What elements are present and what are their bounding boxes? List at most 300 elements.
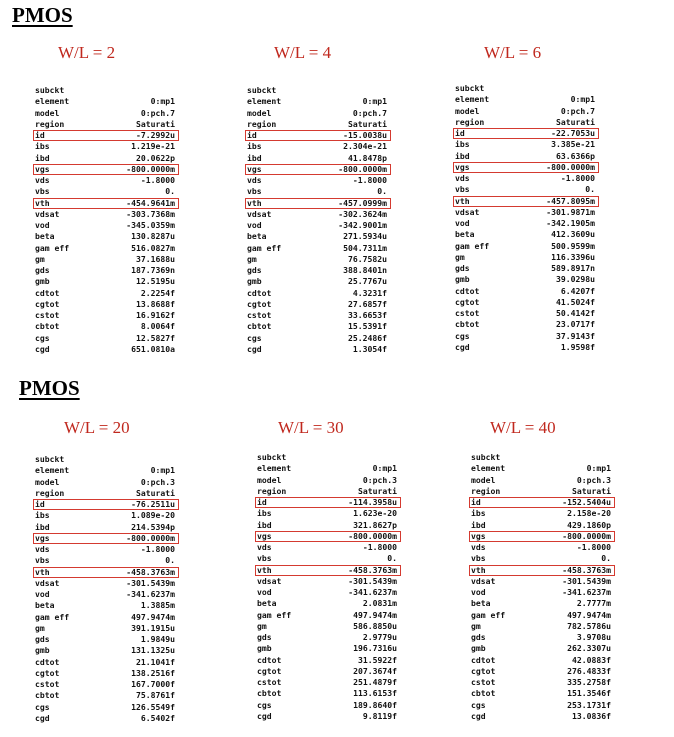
- param-row-region: [245, 119, 391, 130]
- param-value: 0:pch.3: [140, 476, 175, 487]
- wl-label-2: W/L = 2: [58, 43, 116, 62]
- param-name: model: [35, 107, 60, 118]
- param-row-cgs: [453, 331, 599, 342]
- param-name: vth: [455, 195, 470, 206]
- param-value: -458.3763m: [126, 566, 175, 577]
- param-row-beta: [33, 600, 179, 611]
- param-value: -22.7053u: [551, 128, 595, 138]
- param-value: Saturati: [556, 116, 595, 127]
- param-row-cgd: [245, 344, 391, 355]
- param-value: 63.6366p: [556, 150, 595, 161]
- param-value: -342.9001m: [338, 220, 387, 230]
- param-row-element: [33, 96, 179, 107]
- param-row-model: [453, 106, 599, 117]
- param-value: -1.8000: [140, 175, 175, 185]
- param-value: -800.0000m: [348, 530, 397, 541]
- param-value: 151.3546f: [567, 688, 611, 699]
- param-name: vdsat: [247, 208, 272, 219]
- param-name: ibs: [35, 141, 50, 152]
- param-name: element: [471, 463, 506, 474]
- param-name: vbs: [35, 186, 50, 197]
- param-row-gm: [469, 621, 615, 632]
- param-name: element: [35, 96, 70, 107]
- param-row-vdsat: [33, 209, 179, 220]
- param-name: ibs: [471, 508, 486, 519]
- param-row-region: [453, 117, 599, 128]
- param-row-model: [245, 108, 391, 119]
- param-row-model: [33, 108, 179, 119]
- param-row-cstot: [255, 677, 401, 688]
- param-name: cdtot: [247, 287, 272, 298]
- param-row-vod: [469, 587, 615, 598]
- param-name: vdsat: [257, 575, 282, 586]
- param-name: id: [257, 497, 267, 507]
- param-name: region: [455, 116, 485, 127]
- param-value: 2.2254f: [140, 287, 175, 298]
- param-name: ibd: [257, 519, 272, 530]
- param-row-gds: [469, 632, 615, 643]
- param-row-vth: [33, 198, 179, 209]
- param-value: 586.8850u: [353, 620, 397, 631]
- param-row-cbtot: [33, 690, 179, 701]
- param-name: cstot: [35, 310, 60, 320]
- param-row-element: [33, 465, 179, 476]
- param-row-cgs: [255, 700, 401, 711]
- param-row-cgtot: [245, 299, 391, 310]
- param-name: cgd: [35, 343, 50, 354]
- param-value: 0:pch.7: [140, 107, 175, 118]
- param-row-vds: [453, 173, 599, 184]
- param-value: 321.8627p: [353, 519, 397, 530]
- param-value: -341.6237m: [562, 587, 611, 597]
- param-name: gds: [247, 265, 262, 275]
- param-value: 25.7767u: [348, 276, 387, 287]
- param-row-gm: [33, 254, 179, 265]
- param-row-cstot: [33, 679, 179, 690]
- param-row-vds: [245, 175, 391, 186]
- wl-label-40: W/L = 40: [490, 418, 556, 437]
- param-name: cdtot: [455, 285, 480, 296]
- param-value: -301.5439m: [562, 575, 611, 586]
- param-name: vgs: [35, 163, 50, 174]
- param-value: 412.3609u: [551, 229, 595, 240]
- param-row-subckt: [245, 85, 391, 96]
- param-row-cbtot: [453, 319, 599, 330]
- param-row-cgtot: [33, 299, 179, 310]
- param-row-cdtot: [245, 288, 391, 299]
- param-value: 13.8688f: [136, 298, 175, 309]
- param-row-ibs: [245, 141, 391, 152]
- param-row-cgtot: [453, 297, 599, 308]
- param-value: -457.0999m: [338, 197, 387, 208]
- param-name: gmb: [35, 276, 50, 287]
- param-name: vgs: [257, 530, 272, 541]
- param-name: vth: [257, 564, 272, 575]
- param-value: -454.9641m: [126, 197, 175, 208]
- param-name: ibd: [35, 152, 50, 163]
- param-row-vdsat: [453, 207, 599, 218]
- param-row-cstot: [245, 310, 391, 321]
- param-value: 3.9708u: [576, 632, 611, 642]
- param-name: ibs: [455, 139, 470, 150]
- param-row-cgd: [453, 342, 599, 353]
- param-row-region: [33, 488, 179, 499]
- param-name: vth: [471, 564, 486, 575]
- param-row-beta: [469, 598, 615, 609]
- param-value: 75.8761f: [136, 690, 175, 701]
- param-name: cgs: [455, 330, 470, 341]
- param-row-cstot: [33, 310, 179, 321]
- param-value: 50.4142f: [556, 308, 595, 318]
- param-value: 0:mp1: [362, 96, 387, 107]
- param-value: 0:pch.7: [560, 105, 595, 116]
- param-row-cgtot: [255, 666, 401, 677]
- param-row-ibs: [453, 139, 599, 150]
- param-name: beta: [35, 231, 55, 242]
- param-name: model: [35, 476, 60, 487]
- param-row-gm: [33, 623, 179, 634]
- param-name: region: [257, 485, 287, 496]
- param-row-vdsat: [33, 578, 179, 589]
- param-value: Saturati: [358, 485, 397, 496]
- param-name: cbtot: [471, 688, 496, 699]
- param-value: -152.5404u: [562, 497, 611, 507]
- param-value: 0.: [377, 186, 387, 197]
- param-row-vbs: [469, 553, 615, 564]
- param-value: 2.7777m: [576, 598, 611, 609]
- param-row-element: [469, 463, 615, 474]
- param-row-vdsat: [469, 576, 615, 587]
- param-value: 253.1731f: [567, 699, 611, 710]
- param-name: element: [35, 465, 70, 476]
- param-value: 335.2758f: [567, 677, 611, 687]
- param-row-vod: [255, 587, 401, 598]
- param-value: 130.8287u: [131, 231, 175, 242]
- param-name: vgs: [247, 163, 262, 174]
- param-name: id: [455, 128, 465, 138]
- param-row-cgtot: [33, 668, 179, 679]
- param-row-gm: [245, 254, 391, 265]
- param-row-vbs: [453, 184, 599, 195]
- param-value: -114.3958u: [348, 497, 397, 507]
- param-row-gds: [245, 265, 391, 276]
- param-name: ibs: [247, 141, 262, 152]
- param-name: vbs: [471, 553, 486, 564]
- param-value: 497.9474m: [131, 611, 175, 622]
- param-value: 3.385e-21: [551, 139, 595, 150]
- param-value: 6.4207f: [560, 285, 595, 296]
- param-row-gds: [33, 634, 179, 645]
- param-row-gam-eff: [33, 612, 179, 623]
- param-name: vdsat: [35, 208, 60, 219]
- param-row-vgs: [453, 162, 599, 173]
- param-value: 15.5391f: [348, 321, 387, 332]
- param-name: vds: [35, 544, 50, 554]
- param-name: ibd: [471, 519, 486, 530]
- param-name: vdsat: [35, 577, 60, 588]
- param-value: 12.5827f: [136, 332, 175, 343]
- param-row-vbs: [245, 186, 391, 197]
- param-name: gds: [35, 634, 50, 644]
- param-name: ibs: [257, 508, 272, 519]
- param-name: gm: [247, 253, 257, 264]
- param-row-subckt: [469, 452, 615, 463]
- param-row-vds: [469, 542, 615, 553]
- param-row-vgs: [33, 533, 179, 544]
- param-value: 37.9143f: [556, 330, 595, 341]
- param-name: id: [247, 130, 257, 140]
- param-name: id: [471, 497, 481, 507]
- param-value: 9.8119f: [362, 710, 397, 721]
- param-value: 42.0883f: [572, 654, 611, 665]
- param-value: 1.3054f: [352, 343, 387, 354]
- param-value: -301.5439m: [348, 575, 397, 586]
- param-value: 497.9474m: [567, 609, 611, 620]
- param-name: beta: [247, 231, 267, 242]
- param-row-cbtot: [33, 321, 179, 332]
- param-row-cstot: [453, 308, 599, 319]
- param-value: 651.0810a: [131, 343, 175, 354]
- param-value: 41.8478p: [348, 152, 387, 163]
- param-row-element: [245, 96, 391, 107]
- param-name: vds: [471, 542, 486, 552]
- param-value: 516.0827m: [131, 242, 175, 253]
- param-value: 189.8640f: [353, 699, 397, 710]
- param-value: 6.5402f: [140, 712, 175, 723]
- param-row-vgs: [469, 531, 615, 542]
- param-value: 31.5922f: [358, 654, 397, 665]
- param-value: -342.1905m: [546, 218, 595, 228]
- param-row-id: [33, 499, 179, 510]
- param-value: 500.9599m: [551, 240, 595, 251]
- param-value: -800.0000m: [126, 532, 175, 543]
- param-row-ibs: [469, 508, 615, 519]
- param-name: gmb: [471, 643, 486, 654]
- param-value: 187.7369n: [131, 265, 175, 275]
- param-name: ibd: [455, 150, 470, 161]
- param-value: 251.4879f: [353, 677, 397, 687]
- param-value: 391.1915u: [131, 622, 175, 633]
- wl-label-30: W/L = 30: [278, 418, 344, 437]
- param-value: 8.0064f: [140, 321, 175, 332]
- param-row-beta: [33, 231, 179, 242]
- param-row-region: [469, 486, 615, 497]
- param-row-cgd: [469, 711, 615, 722]
- param-name: vod: [471, 587, 486, 597]
- param-row-gmb: [255, 643, 401, 654]
- param-row-ibs: [255, 508, 401, 519]
- param-name: cdtot: [35, 656, 60, 667]
- param-row-vth: [245, 198, 391, 209]
- param-name: cgtot: [455, 296, 480, 307]
- param-name: cgtot: [35, 667, 60, 678]
- param-row-gmb: [453, 274, 599, 285]
- param-name: cgs: [257, 699, 272, 710]
- param-value: Saturati: [136, 118, 175, 129]
- param-name: vdsat: [471, 575, 496, 586]
- param-name: model: [471, 474, 496, 485]
- param-name: cgd: [247, 343, 262, 354]
- param-value: -7.2992u: [136, 130, 175, 140]
- param-name: vod: [455, 218, 470, 228]
- param-row-vds: [33, 175, 179, 186]
- param-row-vod: [33, 220, 179, 231]
- param-value: 429.1860p: [567, 519, 611, 530]
- param-value: 23.0717f: [556, 319, 595, 330]
- param-row-cgd: [255, 711, 401, 722]
- param-value: 1.3885m: [140, 600, 175, 611]
- param-value: 782.5786u: [567, 620, 611, 631]
- param-name: beta: [471, 598, 491, 609]
- param-name: gmb: [257, 643, 272, 654]
- param-value: 131.1325u: [131, 645, 175, 656]
- param-row-gam-eff: [453, 241, 599, 252]
- param-name: region: [35, 487, 65, 498]
- param-row-ibd: [453, 151, 599, 162]
- param-name: element: [247, 96, 282, 107]
- param-value: 0:mp1: [150, 96, 175, 107]
- param-name: vbs: [455, 184, 470, 195]
- param-row-cdtot: [469, 655, 615, 666]
- param-name: ibd: [247, 152, 262, 163]
- param-name: cgtot: [247, 298, 272, 309]
- param-row-cgtot: [469, 666, 615, 677]
- param-name: gm: [257, 620, 267, 631]
- param-value: 0.: [585, 184, 595, 195]
- param-row-ibd: [469, 520, 615, 531]
- param-value: 21.1041f: [136, 656, 175, 667]
- param-value: 1.219e-21: [131, 141, 175, 152]
- param-value: 388.8401n: [343, 265, 387, 275]
- param-name: vds: [247, 175, 262, 185]
- param-row-cgs: [469, 700, 615, 711]
- param-row-cbtot: [255, 688, 401, 699]
- param-name: cdtot: [35, 287, 60, 298]
- param-name: beta: [455, 229, 475, 240]
- param-name: gm: [35, 622, 45, 633]
- param-row-gam-eff: [469, 610, 615, 621]
- param-panel-wl-40: [469, 452, 615, 722]
- param-row-vth: [469, 565, 615, 576]
- param-value: 0:mp1: [586, 463, 611, 474]
- param-name: cbtot: [35, 690, 60, 701]
- param-row-gam-eff: [255, 610, 401, 621]
- wl-label-20: W/L = 20: [64, 418, 130, 437]
- param-row-beta: [255, 598, 401, 609]
- param-value: 113.6153f: [353, 688, 397, 699]
- param-row-gds: [255, 632, 401, 643]
- param-value: 0:mp1: [570, 94, 595, 105]
- param-name: ibs: [35, 510, 50, 521]
- param-value: -458.3763m: [562, 564, 611, 575]
- param-row-vbs: [255, 553, 401, 564]
- wl-label-6: W/L = 6: [484, 43, 542, 62]
- param-value: 1.623e-20: [353, 508, 397, 519]
- param-value: 0:pch.3: [362, 474, 397, 485]
- param-name: cstot: [471, 677, 496, 687]
- param-row-id: [245, 130, 391, 141]
- param-row-cbtot: [469, 688, 615, 699]
- param-name: region: [35, 118, 65, 129]
- param-row-cstot: [469, 677, 615, 688]
- param-name: subckt: [455, 83, 485, 93]
- param-row-vod: [453, 218, 599, 229]
- param-value: -15.0038u: [343, 130, 387, 140]
- param-row-model: [469, 475, 615, 486]
- param-value: 504.7311m: [343, 242, 387, 253]
- param-value: -800.0000m: [562, 530, 611, 541]
- param-row-element: [453, 94, 599, 105]
- param-value: 33.6653f: [348, 310, 387, 320]
- param-row-gds: [33, 265, 179, 276]
- param-row-gam-eff: [33, 243, 179, 254]
- param-name: vod: [247, 220, 262, 230]
- param-name: cgtot: [471, 665, 496, 676]
- param-name: region: [471, 485, 501, 496]
- param-row-vdsat: [255, 576, 401, 587]
- param-row-id: [33, 130, 179, 141]
- param-panel-wl-4: [245, 85, 391, 355]
- param-name: vod: [35, 220, 50, 230]
- param-row-gm: [255, 621, 401, 632]
- param-value: 12.5195u: [136, 276, 175, 287]
- param-value: 76.7582u: [348, 253, 387, 264]
- param-name: gds: [471, 632, 486, 642]
- param-row-vbs: [33, 186, 179, 197]
- param-name: vod: [35, 589, 50, 599]
- param-row-subckt: [33, 85, 179, 96]
- param-value: -800.0000m: [546, 161, 595, 172]
- param-value: 0.: [601, 553, 611, 564]
- param-row-id: [469, 497, 615, 508]
- param-row-cgd: [33, 713, 179, 724]
- param-row-cgs: [33, 333, 179, 344]
- param-row-vgs: [33, 164, 179, 175]
- param-name: cbtot: [455, 319, 480, 330]
- param-row-cgs: [33, 702, 179, 713]
- param-value: 39.0298u: [556, 274, 595, 285]
- param-name: cbtot: [257, 688, 282, 699]
- param-value: 4.3231f: [352, 287, 387, 298]
- param-name: cgd: [257, 710, 272, 721]
- param-row-gam-eff: [245, 243, 391, 254]
- param-value: 13.0836f: [572, 710, 611, 721]
- param-value: -1.8000: [362, 542, 397, 552]
- param-name: subckt: [35, 454, 65, 464]
- section-title-pmos-2: PMOS: [19, 376, 80, 400]
- param-name: subckt: [35, 85, 65, 95]
- param-row-vod: [33, 589, 179, 600]
- param-row-cdtot: [453, 286, 599, 297]
- param-row-beta: [453, 229, 599, 240]
- param-name: vth: [35, 197, 50, 208]
- param-value: 196.7316u: [353, 643, 397, 654]
- param-row-region: [255, 486, 401, 497]
- param-row-vgs: [245, 164, 391, 175]
- param-value: 2.9779u: [362, 632, 397, 642]
- param-value: 116.3396u: [551, 251, 595, 262]
- param-name: gm: [471, 620, 481, 631]
- param-row-vth: [33, 567, 179, 578]
- param-value: -301.9871m: [546, 206, 595, 217]
- param-name: beta: [35, 600, 55, 611]
- param-name: vgs: [455, 161, 470, 172]
- param-value: -302.3624m: [338, 208, 387, 219]
- param-name: gmb: [247, 276, 262, 287]
- param-name: cgs: [35, 701, 50, 712]
- param-name: gm: [455, 251, 465, 262]
- param-name: gam eff: [257, 609, 292, 620]
